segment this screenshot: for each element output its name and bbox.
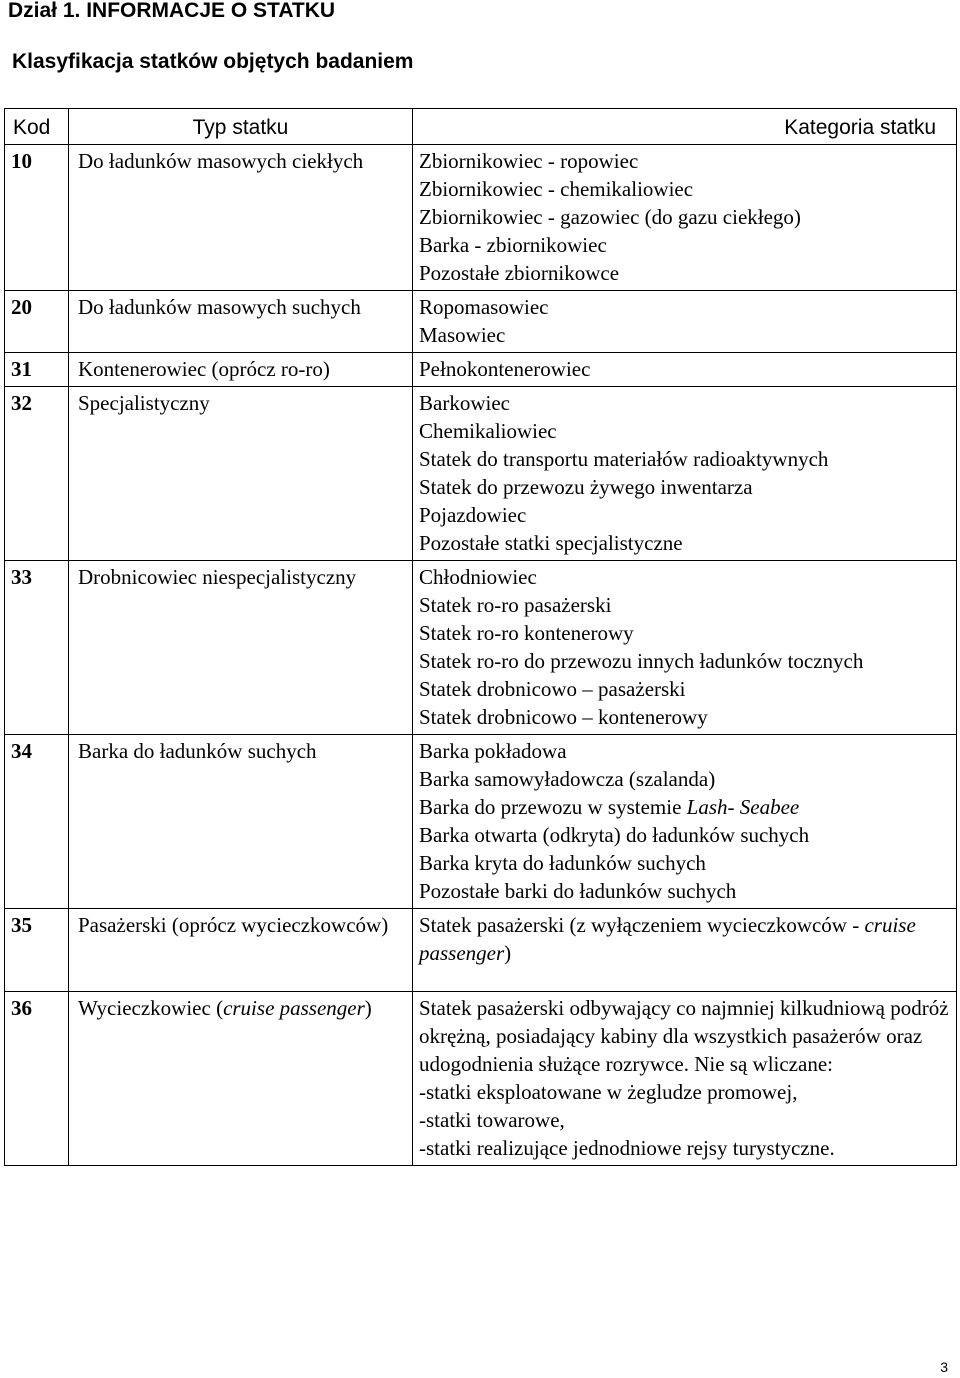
category-item: Statek do przewozu żywego inwentarza — [419, 475, 753, 499]
category-item: Barka otwarta (odkryta) do ładunków suchych — [419, 823, 810, 847]
row-type: Barka do ładunków suchych — [69, 735, 413, 909]
table-row — [5, 561, 957, 735]
category-item: Statek do transportu materiałów radioaktywnych — [419, 447, 829, 471]
table-row — [5, 145, 957, 291]
category-item: Barka pokładowa — [419, 739, 567, 763]
row-code: 10 — [5, 145, 69, 291]
header-type: Typ statku — [69, 109, 413, 145]
table-row — [5, 353, 957, 387]
table-subtitle: Klasyfikacja statków objętych badaniem — [12, 50, 414, 73]
category-item: Zbiornikowiec - ropowiec — [419, 149, 639, 173]
row-code: 32 — [5, 387, 69, 561]
row-type: Drobnicowiec niespecjalistyczny — [69, 561, 413, 735]
category-item: -statki towarowe, — [419, 1108, 565, 1132]
category-item: Ropomasowiec — [419, 295, 549, 319]
category-text: Barka do przewozu w systemie — [419, 795, 687, 819]
row-type: Pasażerski (oprócz wycieczkowców) — [69, 909, 413, 992]
category-text: Statek pasażerski (z wyłączeniem wycieczkowców - — [419, 913, 865, 937]
category-item: Statek drobnicowo – kontenerowy — [419, 705, 708, 729]
row-categories — [413, 735, 957, 909]
category-item: Barka kryta do ładunków suchych — [419, 851, 706, 875]
category-item: Pojazdowiec — [419, 503, 527, 527]
type-text: ) — [364, 996, 372, 1020]
category-item: Pozostałe zbiornikowce — [419, 261, 620, 285]
row-categories — [413, 561, 957, 735]
type-italic-text: cruise passenger — [223, 996, 365, 1020]
row-type — [69, 992, 413, 1166]
category-item: Zbiornikowiec - chemikaliowiec — [419, 177, 694, 201]
ship-classification-table — [4, 108, 957, 1166]
row-categories — [413, 291, 957, 353]
category-item: Chemikaliowiec — [419, 419, 557, 443]
table-row — [5, 387, 957, 561]
category-item — [419, 793, 950, 821]
category-item: Chłodniowiec — [419, 565, 537, 589]
row-code: 31 — [5, 353, 69, 387]
category-item: Barkowiec — [419, 391, 510, 415]
category-item: Pozostałe statki specjalistyczne — [419, 531, 683, 555]
row-categories — [413, 992, 957, 1166]
row-type: Specjalistyczny — [69, 387, 413, 561]
category-item — [419, 911, 950, 967]
section-title: Dział 1. INFORMACJE O STATKU — [8, 0, 336, 22]
category-item: -statki eksploatowane w żegludze promowej, — [419, 1080, 798, 1104]
category-item: Zbiornikowiec - gazowiec (do gazu ciekłego) — [419, 205, 801, 229]
row-code: 34 — [5, 735, 69, 909]
row-type: Do ładunków masowych suchych — [69, 291, 413, 353]
table-header-row — [5, 109, 957, 145]
row-categories — [413, 909, 957, 992]
category-item: Statek ro-ro kontenerowy — [419, 621, 634, 645]
category-paragraph: Statek pasażerski odbywający co najmniej kilkudniową podróż okrężną, posiadający kabiny dla wszystkich pasażerów oraz udogodnienia służące rozrywce. Nie są wliczane: — [419, 996, 949, 1076]
table-row — [5, 735, 957, 909]
row-code: 35 — [5, 909, 69, 992]
category-item: Statek ro-ro do przewozu innych ładunków tocznych — [419, 649, 864, 673]
row-code: 33 — [5, 561, 69, 735]
category-item: Statek ro-ro pasażerski — [419, 593, 612, 617]
category-item: Pozostałe barki do ładunków suchych — [419, 879, 737, 903]
category-item: Pełnokontenerowiec — [419, 357, 591, 381]
header-category: Kategoria statku — [413, 109, 957, 145]
type-text: Wycieczkowiec ( — [78, 996, 224, 1020]
category-item: Masowiec — [419, 323, 506, 347]
table-row — [5, 909, 957, 992]
header-code: Kod — [5, 109, 69, 145]
category-item: Statek drobnicowo – pasażerski — [419, 677, 686, 701]
row-categories — [413, 353, 957, 387]
category-italic-text: cruise passenger — [419, 913, 916, 965]
row-categories — [413, 387, 957, 561]
table-row — [5, 992, 957, 1166]
category-item: -statki realizujące jednodniowe rejsy turystyczne. — [419, 1136, 835, 1160]
row-type: Do ładunków masowych ciekłych — [69, 145, 413, 291]
category-italic-text: Lash- Seabee — [686, 795, 800, 819]
table-row — [5, 291, 957, 353]
category-text: ) — [504, 941, 512, 965]
row-code: 36 — [5, 992, 69, 1166]
category-item: Barka - zbiornikowiec — [419, 233, 607, 257]
page-number: 3 — [940, 1359, 948, 1375]
row-code: 20 — [5, 291, 69, 353]
row-categories — [413, 145, 957, 291]
row-type: Kontenerowiec (oprócz ro-ro) — [69, 353, 413, 387]
category-item: Barka samowyładowcza (szalanda) — [419, 767, 716, 791]
